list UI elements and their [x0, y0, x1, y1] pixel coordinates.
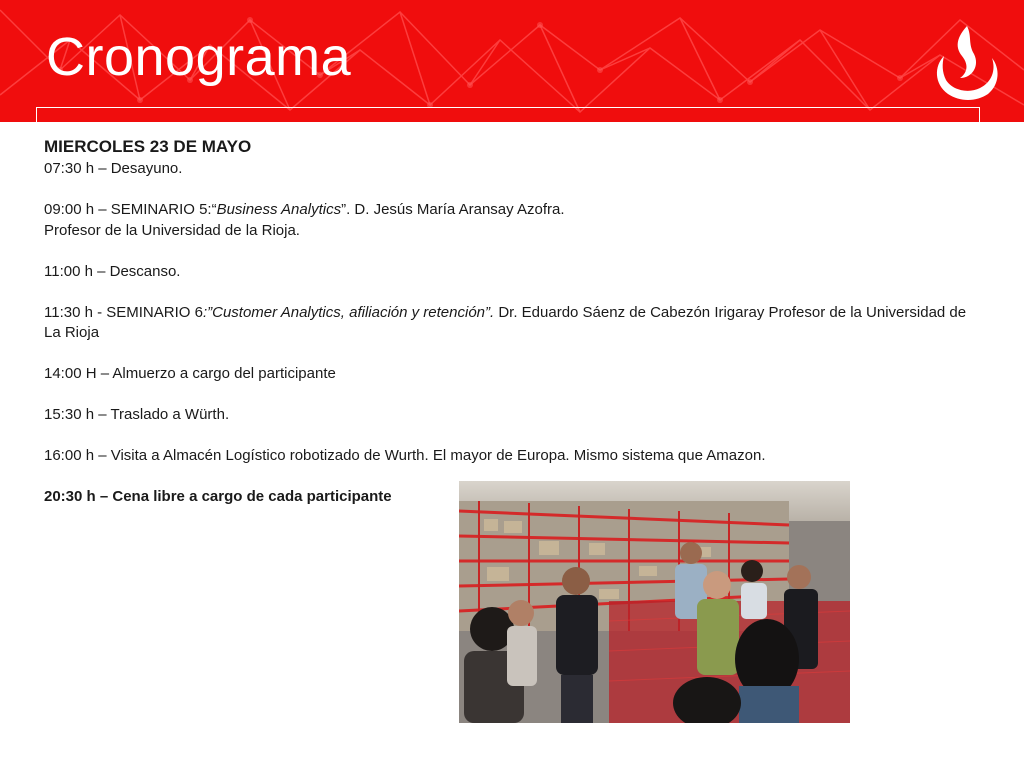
schedule-item-breakfast: 07:30 h – Desayuno. — [44, 160, 183, 177]
schedule-item-transfer: 15:30 h – Traslado a Würth. — [44, 406, 230, 423]
schedule-item-visit: 16:00 h – Visita a Almacén Logístico robotizado de Wurth. El mayor de Europa. Mismo sistema que Amazon. — [44, 447, 766, 464]
page-title: Cronograma — [46, 27, 352, 87]
seminar-5-prefix: 09:00 h – SEMINARIO 5:“ — [44, 201, 217, 218]
schedule-item-seminar-6 — [44, 303, 974, 344]
seminar-5-affiliation: Profesor de la Universidad de la Rioja. — [44, 221, 300, 239]
day-heading: MIERCOLES 23 DE MAYO — [44, 137, 252, 156]
seminar-5-title: Business Analytics — [216, 201, 342, 218]
photo-illustration — [459, 481, 850, 723]
seminar-6-speaker: Dr. Eduardo Sáenz de Cabezón Irigaray Profesor de la Universidad de La Rioja — [44, 303, 967, 341]
seminar-5-speaker: ”. D. Jesús María Aransay Azofra. — [341, 201, 565, 218]
upc-flame-logo-icon — [930, 22, 1004, 102]
schedule-content — [44, 135, 974, 508]
schedule-item-lunch: 14:00 H – Almuerzo a cargo del participante — [44, 365, 336, 382]
schedule-item-break: 11:00 h – Descanso. — [44, 262, 181, 280]
schedule-item-dinner: 20:30 h – Cena libre a cargo de cada participante — [44, 488, 392, 505]
slide-header — [0, 0, 1024, 122]
warehouse-visit-photo — [459, 481, 850, 723]
header-frame-line — [36, 107, 980, 122]
seminar-6-prefix: 11:30 h - SEMINARIO 6 — [44, 303, 203, 321]
seminar-6-title: :”Customer Analytics, afiliación y retención”. — [202, 303, 495, 321]
schedule-item-seminar-5 — [44, 200, 974, 221]
